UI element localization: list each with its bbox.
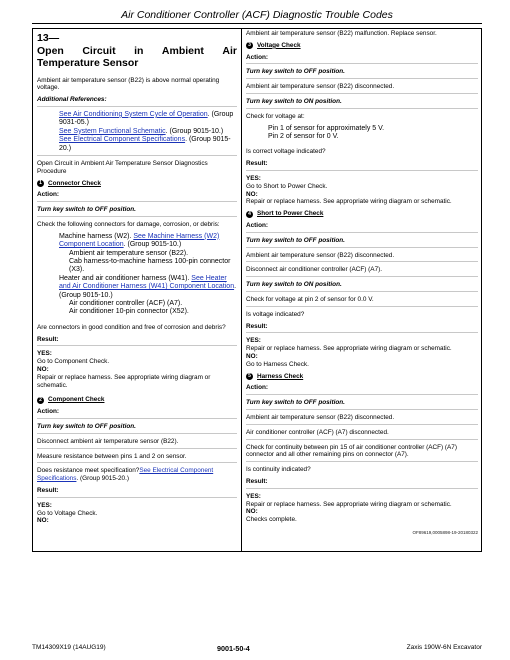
column-divider [241, 28, 242, 552]
step-number-badge: 2 [37, 397, 44, 404]
instruction-key-on: Turn key switch to ON position. [246, 281, 478, 292]
procedure-title: Open Circuit in Ambient Air Temperature Sensor Diagnostics Procedure [37, 159, 208, 175]
step-number-badge: 5 [246, 373, 253, 380]
question-continuity: Is continuity indicated? [246, 466, 311, 474]
refs-heading: Additional References: [37, 96, 237, 107]
result-label: Result: [37, 487, 237, 498]
connector-x52: Air conditioner 10-pin connector (X52). [69, 308, 189, 316]
title-row-1 [37, 45, 237, 58]
pin-1-check: Pin 1 of sensor for approximately 5 V. [268, 124, 385, 132]
connector-b22: Ambient air temperature sensor (B22). [69, 249, 189, 257]
step-number-badge: 1 [37, 180, 44, 187]
harness-w2 [37, 233, 237, 250]
step-4-heading [246, 210, 478, 218]
document-code: OF89619,0005898-19-20180322 [412, 529, 478, 535]
yes-label: YES: [37, 501, 52, 509]
result-label: Result: [246, 323, 478, 334]
instruction-a7-disconnected: Air conditioner controller (ACF) (A7) disconnected. [246, 429, 478, 440]
pin-2-check: Pin 2 of sensor for 0 V. [268, 132, 339, 140]
instruction-b22-disconnected: Ambient air temperature sensor (B22) disconnected. [246, 414, 478, 425]
right-column [246, 30, 478, 536]
header-title: Air Conditioner Controller (ACF) Diagnostic Trouble Codes [121, 9, 393, 21]
instruction-key-on: Turn key switch to ON position. [246, 98, 478, 109]
step-3-title: Voltage Check [257, 41, 301, 49]
ref1-link[interactable]: See Air Conditioning System Cycle of Operation [59, 110, 208, 118]
title-word: Circuit [82, 44, 116, 57]
title-word: Ambient [161, 44, 204, 57]
footer-page-number: 9001-50-4 [217, 644, 250, 653]
instruction-check-pin2: Check for voltage at pin 2 of sensor for 0.0 V. [246, 296, 478, 307]
harness-w2-tail: . (Group 9015-10.) [123, 241, 182, 249]
ref3-link[interactable]: See Electrical Component Specifications [59, 136, 186, 144]
check-connectors-text: Check the following connectors for damage, corrosion, or debris: [37, 220, 220, 228]
result-label: Result: [246, 478, 478, 489]
check-voltage-text: Check for voltage at: [246, 112, 305, 120]
action-label: Action: [37, 191, 237, 202]
action-label: Action: [246, 54, 478, 65]
ref3-tail: . (Group 9015-20.) [59, 136, 231, 152]
ref2-tail: . (Group 9015-10.) [165, 127, 224, 135]
question-voltage: Is correct voltage indicated? [246, 148, 326, 156]
no-label: NO: [37, 517, 49, 525]
result-2-no: Ambient air temperature sensor (B22) malfunction. Replace sensor. [246, 30, 437, 37]
instruction-continuity: Check for continuity between pin 15 of air conditioner controller (ACF) (A7) connector and all other remaining pins on connector (A7). [246, 444, 478, 463]
harness-w2-pre: Machine harness (W2). [59, 232, 132, 240]
result-5-yes: Repair or replace harness. See appropriate wiring diagram or schematic. [246, 500, 452, 508]
left-column [37, 30, 237, 525]
section-number: 13— [37, 32, 60, 44]
title-row-2: Temperature Sensor [37, 57, 139, 69]
harness-w41-pre: Heater and air conditioner harness (W41). [59, 274, 190, 282]
spec-question-pre: Does resistance meet specification? [37, 467, 140, 475]
reference-1 [37, 111, 237, 128]
result-1-no: Repair or replace harness. See appropriate wiring diagram or schematic. [37, 373, 211, 389]
instruction-disconnect-b22: Disconnect ambient air temperature sensor (B22). [37, 438, 237, 449]
title-word: Open [37, 44, 64, 57]
page-header [32, 8, 482, 24]
step-1-heading [37, 180, 237, 188]
harness-w2-link[interactable]: See Machine Harness (W2) Component Location [59, 232, 220, 249]
footer-machine-model: Zaxis 190W-6N Excavator [406, 644, 482, 651]
no-label: NO: [37, 365, 49, 373]
action-label: Action: [37, 408, 237, 419]
reference-3 [37, 136, 237, 156]
step-5-heading [246, 373, 478, 381]
result-label: Result: [246, 160, 478, 171]
harness-w41 [37, 275, 237, 300]
instruction-key-off: Turn key switch to OFF position. [246, 399, 478, 410]
question-voltage-indicated: Is voltage indicated? [246, 310, 305, 318]
yes-label: YES: [37, 350, 52, 358]
step-number-badge: 3 [246, 42, 253, 49]
ref2-link[interactable]: See System Functional Schematic [59, 127, 166, 135]
no-label: NO: [246, 190, 258, 198]
question-spec [37, 467, 237, 483]
result-3-no: Repair or replace harness. See appropriate wiring diagram or schematic. [246, 198, 452, 206]
yes-label: YES: [246, 492, 261, 500]
result-4-no: Go to Harness Check. [246, 360, 309, 368]
instruction-key-off: Turn key switch to OFF position. [246, 68, 478, 79]
harness-w41-link[interactable]: See Heater and Air Conditioner Harness (W41) Component Location [59, 274, 235, 291]
spec-tail: . (Group 9015-20.) [76, 475, 130, 483]
yes-label: YES: [246, 174, 261, 182]
connector-x3: Cab harness-to-machine harness 100-pin connector (X3). [69, 257, 231, 274]
reference-2 [37, 128, 237, 136]
result-4-yes: Repair or replace harness. See appropriate wiring diagram or schematic. [246, 345, 452, 353]
connector-a7: Air conditioner controller (ACF) (A7). [69, 299, 183, 307]
step-4-title: Short to Power Check [257, 210, 324, 218]
footer-manual-id: TM14309X19 (14AUG19) [32, 644, 106, 651]
section-title [37, 32, 237, 70]
title-word: Air [222, 44, 237, 57]
step-2-title: Component Check [48, 396, 105, 404]
result-1-yes: Go to Component Check. [37, 358, 110, 366]
title-word: in [134, 44, 144, 57]
instruction-disconnect-a7: Disconnect air conditioner controller (ACF) (A7). [246, 266, 478, 277]
no-label: NO: [246, 352, 258, 360]
harness-w41-tail: . (Group 9015-10.) [59, 283, 237, 299]
action-label: Action: [246, 222, 478, 233]
intro-text: Ambient air temperature sensor (B22) is above normal operating voltage. [37, 76, 220, 92]
result-3-yes: Go to Short to Power Check. [246, 182, 328, 190]
result-label: Result: [37, 336, 237, 347]
step-number-badge: 4 [246, 211, 253, 218]
instruction-key-off: Turn key switch to OFF position. [37, 206, 237, 217]
step-5-title: Harness Check [257, 372, 304, 380]
action-label: Action: [246, 384, 478, 395]
result-5-no: Checks complete. [246, 516, 297, 524]
instruction-key-off: Turn key switch to OFF position. [37, 423, 237, 434]
yes-label: YES: [246, 337, 261, 345]
step-3-heading [246, 42, 478, 50]
instruction-key-off: Turn key switch to OFF position. [246, 237, 478, 248]
no-label: NO: [246, 508, 258, 516]
instruction-b22-disconnected: Ambient air temperature sensor (B22) disconnected. [246, 252, 478, 263]
result-2-yes: Go to Voltage Check. [37, 509, 98, 517]
instruction-b22-disconnected: Ambient air temperature sensor (B22) disconnected. [246, 83, 478, 94]
step-2-heading [37, 396, 237, 404]
step-1-title: Connector Check [48, 179, 101, 187]
question-connectors: Are connectors in good condition and free of corrosion and debris? [37, 323, 226, 331]
spec-link[interactable]: See Electrical Component Specifications [37, 467, 214, 483]
ref1-tail: . (Group 9031-05.) [59, 110, 234, 127]
instruction-measure: Measure resistance between pins 1 and 2 on sensor. [37, 453, 237, 464]
